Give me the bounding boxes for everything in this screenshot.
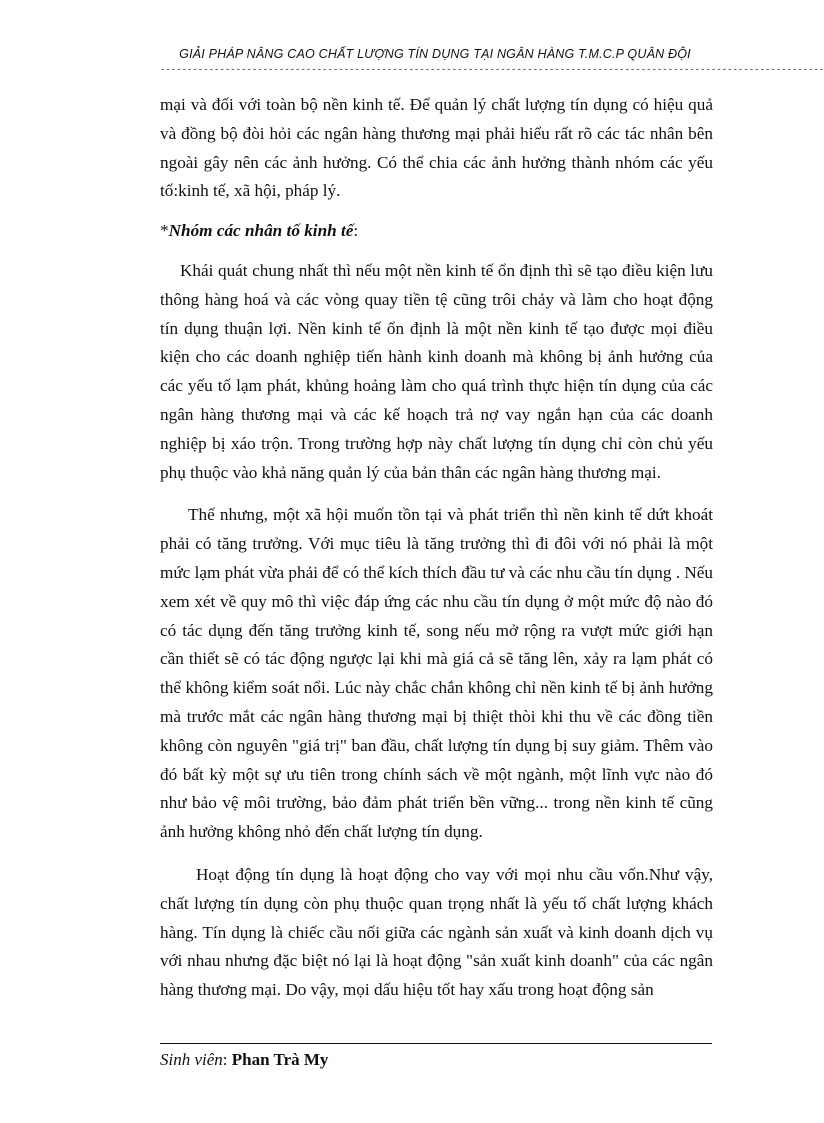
heading-colon: : — [353, 221, 359, 241]
paragraph-1: mại và đối với toàn bộ nền kinh tế. Để quản lý chất lượng tín dụng có hiệu quả và đồng bộ đòi hỏi các ngân hàng thương mại phải hiểu rất rõ các tác nhân bên ngoài gây nên các ảnh hưởng. Có thể chia các ảnh hưởng thành nhóm các yếu tố:kinh tế, xã hội, pháp lý. — [160, 95, 713, 201]
header-dashed-rule: --------------------------------------------------------------------------------------------------------------------------- — [160, 65, 824, 75]
paragraph-4: Hoạt động tín dụng là hoạt động cho vay với mọi nhu cầu vốn.Như vậy, chất lượng tín dụng còn phụ thuộc quan trọng nhất là yếu tố chất lượng khách hàng. Tín dụng là chiếc cầu nối giữa các ngành sản xuất và kinh doanh dịch vụ với nhau nhưng đặc biệt nó lại là hoạt động "sản xuất kinh doanh" của các ngân hàng thương mại. Do vậy, mọi dấu hiệu tốt hay xấu trong hoạt động sản — [160, 864, 713, 1000]
footer-rule — [160, 1043, 712, 1044]
page-footer — [160, 1050, 328, 1070]
heading-bullet: * — [160, 221, 169, 241]
footer-separator: : — [222, 1050, 232, 1069]
heading-text: Nhóm các nhân tố kinh tế — [168, 221, 354, 241]
section-heading — [160, 217, 713, 246]
running-header: GIẢI PHÁP NÂNG CAO CHẤT LƯỢNG TÍN DỤNG TẠI NGÂN HÀNG T.M.C.P QUÂN ĐỘI — [179, 47, 691, 61]
footer-label: Sinh viên — [160, 1050, 223, 1069]
paragraph-3: Thế nhưng, một xã hội muốn tồn tại và phát triển thì nền kinh tế dứt khoát phải có tăng trưởng. Với mục tiêu là tăng trưởng thì đi đôi với nó phải là một mức lạm phát vừa phải để có thể kích thích đầu tư và các nhu cầu tín dụng . Nếu xem xét về quy mô thì việc đáp ứng các nhu cầu tín dụng ở một mức độ nào đó có tác dụng đến tăng trưởng kinh tế, song nếu mở rộng ra vượt mức giới hạn cần thiết sẽ có tác động ngược lại khi mà giá cả sẽ tăng lên, xảy ra lạm phát có thể không kiểm soát nổi. Lúc này chắc chắn không chỉ nền kinh tế bị ảnh hưởng mà trước mắt các ngân hàng thương mại bị thiệt thòi khi thu về các đồng tiền không còn nguyên "giá trị" ban đầu, chất lượng tín dụng bị suy giảm. Thêm vào đó bất kỳ một sự ưu tiên trong chính sách về một ngành, một lĩnh vực nào đó như bảo vệ môi trường, bảo đảm phát triển bền vững... trong nền kinh tế cũng ảnh hưởng không nhỏ đến chất lượng tín dụng. — [160, 505, 713, 842]
paragraph-2: Khái quát chung nhất thì nếu một nền kinh tế ổn định thì sẽ tạo điều kiện lưu thông hàng hoá và các vòng quay tiền tệ cũng trôi chảy và làm cho hoạt động tín dụng thuận lợi. Nền kinh tế ổn định là một nền kinh tế tạo được mọi điều kiện cho các doanh nghiệp tiến hành kinh doanh mà không bị ảnh hưởng của các yếu tố lạm phát, khủng hoảng làm cho quá trình thực hiện tín dụng của các ngân hàng thương mại và các kế hoạch trả nợ vay ngắn hạn của các doanh nghiệp bị xáo trộn. Trong trường hợp này chất lượng tín dụng chỉ còn chủ yếu phụ thuộc vào khả năng quản lý của bản thân các ngân hàng thương mại. — [160, 260, 713, 482]
student-name: Phan Trà My — [231, 1050, 329, 1069]
document-body — [160, 91, 713, 1005]
